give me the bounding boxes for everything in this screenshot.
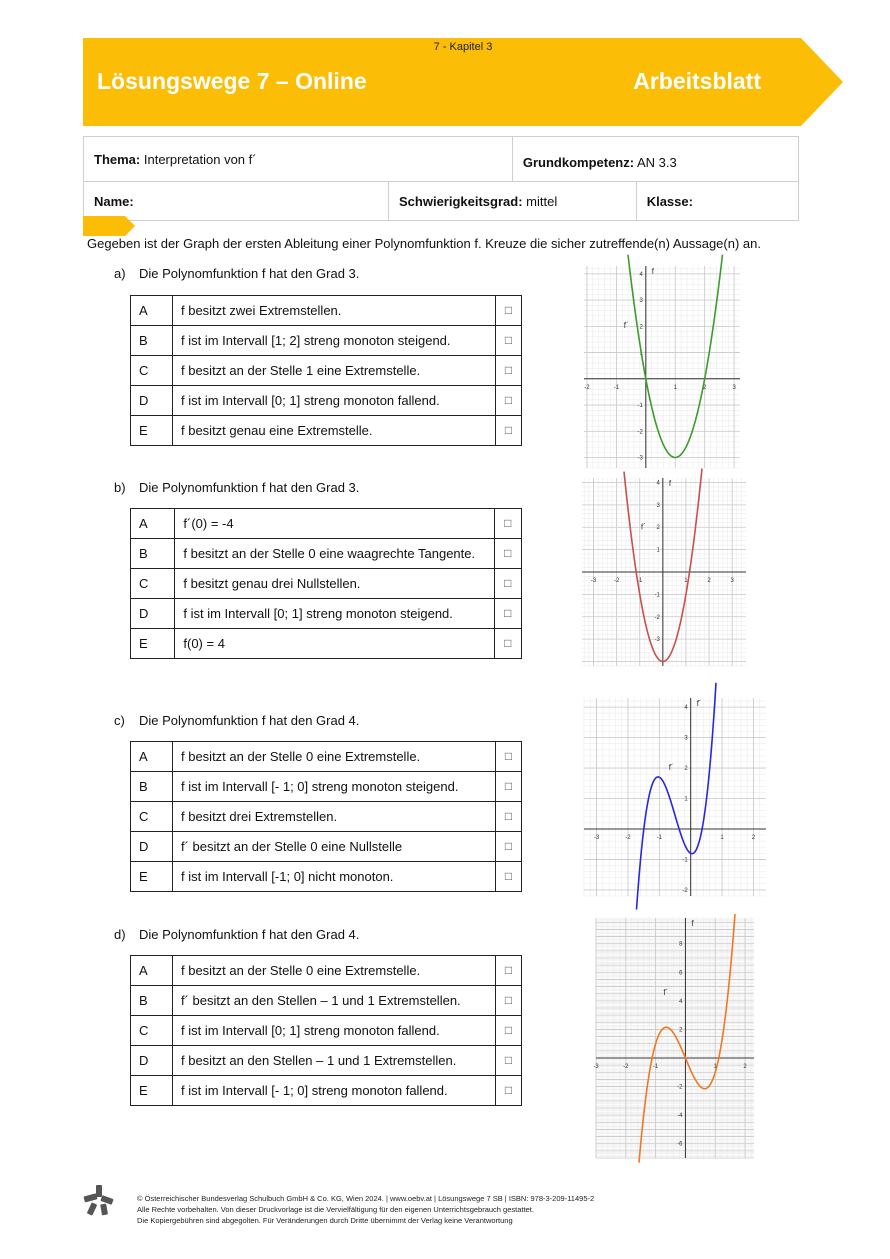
curve-label: f´	[640, 522, 646, 532]
graph-d	[593, 918, 754, 1158]
y-tick-label: -1	[654, 592, 660, 599]
option-row: C f besitzt genau drei Nullstellen. □	[131, 569, 522, 599]
curve-label: f´	[668, 763, 674, 773]
y-tick-label: -2	[677, 1084, 683, 1091]
y-tick-label: -1	[682, 857, 688, 864]
y-tick-label: -1	[637, 403, 643, 410]
graph-a	[584, 266, 740, 468]
y-tick-label: 2	[656, 525, 660, 532]
option-row: A f´(0) = -4 □	[131, 509, 522, 539]
y-tick-label: 1	[639, 350, 643, 357]
option-row: B f´ besitzt an den Stellen – 1 und 1 Extremstellen. □	[131, 986, 522, 1016]
answer-checkbox[interactable]: □	[496, 1076, 522, 1106]
y-tick-label: 4	[684, 705, 688, 712]
x-tick-label: -3	[593, 834, 600, 841]
option-row: E f ist im Intervall [-1; 0] nicht monoton. □	[131, 862, 522, 892]
answer-checkbox[interactable]: □	[494, 539, 522, 569]
question-c-heading: c) Die Polynomfunktion f hat den Grad 4.	[114, 713, 360, 728]
info-table	[83, 136, 799, 221]
y-tick-label: 1	[684, 796, 688, 803]
x-tick-label: 3	[732, 384, 736, 391]
y-tick-label: 2	[684, 766, 688, 773]
x-tick-label: -2	[623, 1064, 629, 1070]
answer-checkbox[interactable]: □	[494, 599, 522, 629]
x-tick-label: 1	[673, 384, 677, 391]
header-banner	[83, 38, 843, 126]
x-tick-label: 1	[684, 578, 688, 584]
x-tick-label: 2	[751, 834, 756, 841]
answer-checkbox[interactable]: □	[494, 569, 522, 599]
y-tick-label: -2	[637, 429, 643, 436]
question-c-options	[130, 741, 522, 892]
curve-label: f´	[623, 321, 629, 331]
y-tick-label: 3	[639, 298, 643, 305]
option-row: C f besitzt drei Extremstellen. □	[131, 802, 522, 832]
option-row: B f ist im Intervall [- 1; 0] streng monoton steigend. □	[131, 772, 522, 802]
answer-checkbox[interactable]: □	[496, 296, 522, 326]
y-tick-label: 4	[656, 480, 660, 487]
answer-checkbox[interactable]: □	[496, 802, 522, 832]
option-row: A f besitzt an der Stelle 0 eine Extremstelle. □	[131, 742, 522, 772]
answer-checkbox[interactable]: □	[496, 956, 522, 986]
question-b-heading: b) Die Polynomfunktion f hat den Grad 3.	[114, 480, 360, 495]
x-tick-label: 3	[730, 578, 734, 584]
option-row: D f ist im Intervall [0; 1] streng monoton fallend. □	[131, 386, 522, 416]
answer-checkbox[interactable]: □	[496, 986, 522, 1016]
x-tick-label: -1	[613, 384, 620, 391]
y-axis-label: f	[651, 267, 655, 276]
answer-checkbox[interactable]: □	[496, 772, 522, 802]
y-tick-label: -3	[637, 455, 643, 462]
answer-checkbox[interactable]: □	[494, 629, 522, 659]
x-tick-label: 2	[707, 578, 711, 584]
page-title: Lösungswege 7 – Online	[97, 68, 367, 94]
klasse-cell: Klasse:	[636, 182, 798, 221]
option-row: B f ist im Intervall [1; 2] streng monoton steigend. □	[131, 326, 522, 356]
question-b-options	[130, 508, 522, 659]
y-tick-label: 3	[656, 502, 660, 509]
y-tick-label: -3	[654, 637, 660, 644]
graph-background	[584, 698, 766, 896]
question-d-heading: d) Die Polynomfunktion f hat den Grad 4.	[114, 927, 360, 942]
x-tick-label: -2	[625, 834, 631, 841]
copyright-footer: © Österreichischer Bundesverlag Schulbuch GmbH & Co. KG, Wien 2024. | www.oebv.at | Lösungswege 7 SB | ISBN: 978-3-209-11495-2 Alle Rechte vorbehalten. Von dieser Druckvorlage ist die Vervielfältigung für den eigenen Unterrichtsgebrauch gestattet. Die Kopiergebühren sind abgegolten. Für Veränderungen durch Dritte übernimmt der Verlag keine Verantwortung	[137, 1194, 595, 1225]
y-tick-label: 3	[684, 735, 688, 742]
name-cell: Name:	[84, 182, 389, 221]
publisher-logo-icon	[84, 1185, 114, 1215]
y-tick-label: 4	[639, 271, 643, 278]
answer-checkbox[interactable]: □	[494, 509, 522, 539]
question-a-options	[130, 295, 522, 446]
worksheet-label: Arbeitsblatt	[633, 68, 761, 94]
option-row: E f besitzt genau eine Extremstelle. □	[131, 416, 522, 446]
x-tick-label: 1	[720, 834, 724, 841]
question-d-options	[130, 955, 522, 1106]
option-row: C f besitzt an der Stelle 1 eine Extremstelle. □	[131, 356, 522, 386]
curve-label: f´	[663, 988, 669, 997]
y-axis-label: f	[668, 479, 672, 488]
option-row: D f besitzt an den Stellen – 1 und 1 Extremstellen. □	[131, 1046, 522, 1076]
option-row: E f ist im Intervall [- 1; 0] streng monoton fallend. □	[131, 1076, 522, 1106]
y-tick-label: -6	[677, 1141, 683, 1148]
answer-checkbox[interactable]: □	[496, 326, 522, 356]
x-tick-label: -1	[656, 834, 662, 841]
y-tick-label: 2	[639, 324, 643, 331]
option-row: E f(0) = 4 □	[131, 629, 522, 659]
y-tick-label: -2	[654, 614, 660, 621]
y-tick-label: -4	[677, 1113, 683, 1120]
answer-checkbox[interactable]: □	[496, 862, 522, 892]
x-tick-label: -1	[652, 1064, 659, 1070]
answer-checkbox[interactable]: □	[496, 356, 522, 386]
x-tick-label: 2	[743, 1064, 747, 1070]
y-axis-label: f	[691, 919, 694, 928]
chapter-label: 7 - Kapitel 3	[433, 41, 493, 53]
x-tick-label: -2	[584, 384, 590, 391]
answer-checkbox[interactable]: □	[496, 1016, 522, 1046]
x-tick-label: -3	[590, 578, 597, 584]
x-tick-label: -3	[593, 1064, 599, 1070]
option-row: C f ist im Intervall [0; 1] streng monoton fallend. □	[131, 1016, 522, 1046]
task-instruction: Gegeben ist der Graph der ersten Ableitung einer Polynomfunktion f. Kreuze die sicher zutreffende(n) Aussage(n) an.	[87, 236, 761, 251]
graph-b	[582, 478, 746, 666]
option-row: A f besitzt zwei Extremstellen. □	[131, 296, 522, 326]
answer-checkbox[interactable]: □	[496, 386, 522, 416]
y-tick-label: 8	[679, 941, 683, 948]
graph-c	[584, 698, 766, 896]
x-tick-label: -1	[637, 578, 643, 584]
x-tick-label: 1	[713, 1064, 717, 1070]
y-tick-label: -2	[682, 887, 688, 894]
question-a-heading: a) Die Polynomfunktion f hat den Grad 3.	[114, 266, 360, 281]
option-row: D f ist im Intervall [0; 1] streng monoton steigend. □	[131, 599, 522, 629]
answer-checkbox[interactable]: □	[496, 416, 522, 446]
option-row: B f besitzt an der Stelle 0 eine waagrechte Tangente. □	[131, 539, 522, 569]
answer-checkbox[interactable]: □	[496, 832, 522, 862]
answer-checkbox[interactable]: □	[496, 742, 522, 772]
option-row: D f´ besitzt an der Stelle 0 eine Nullstelle □	[131, 832, 522, 862]
thema-cell: Thema: Interpretation von f´	[84, 137, 513, 182]
option-row: A f besitzt an der Stelle 0 eine Extremstelle. □	[131, 956, 522, 986]
y-axis-label: f´	[696, 699, 702, 708]
section-marker	[83, 216, 135, 236]
answer-checkbox[interactable]: □	[496, 1046, 522, 1076]
y-tick-label: 6	[679, 970, 683, 977]
y-tick-label: 2	[679, 1027, 683, 1034]
y-tick-label: 4	[679, 998, 683, 1005]
y-tick-label: 1	[656, 547, 660, 554]
schwierigkeit-cell: Schwierigkeitsgrad: mittel	[389, 182, 637, 221]
x-tick-label: 2	[703, 384, 707, 391]
x-tick-label: -2	[613, 578, 620, 584]
kompetenz-cell: Grundkompetenz: AN 3.3	[512, 137, 798, 182]
